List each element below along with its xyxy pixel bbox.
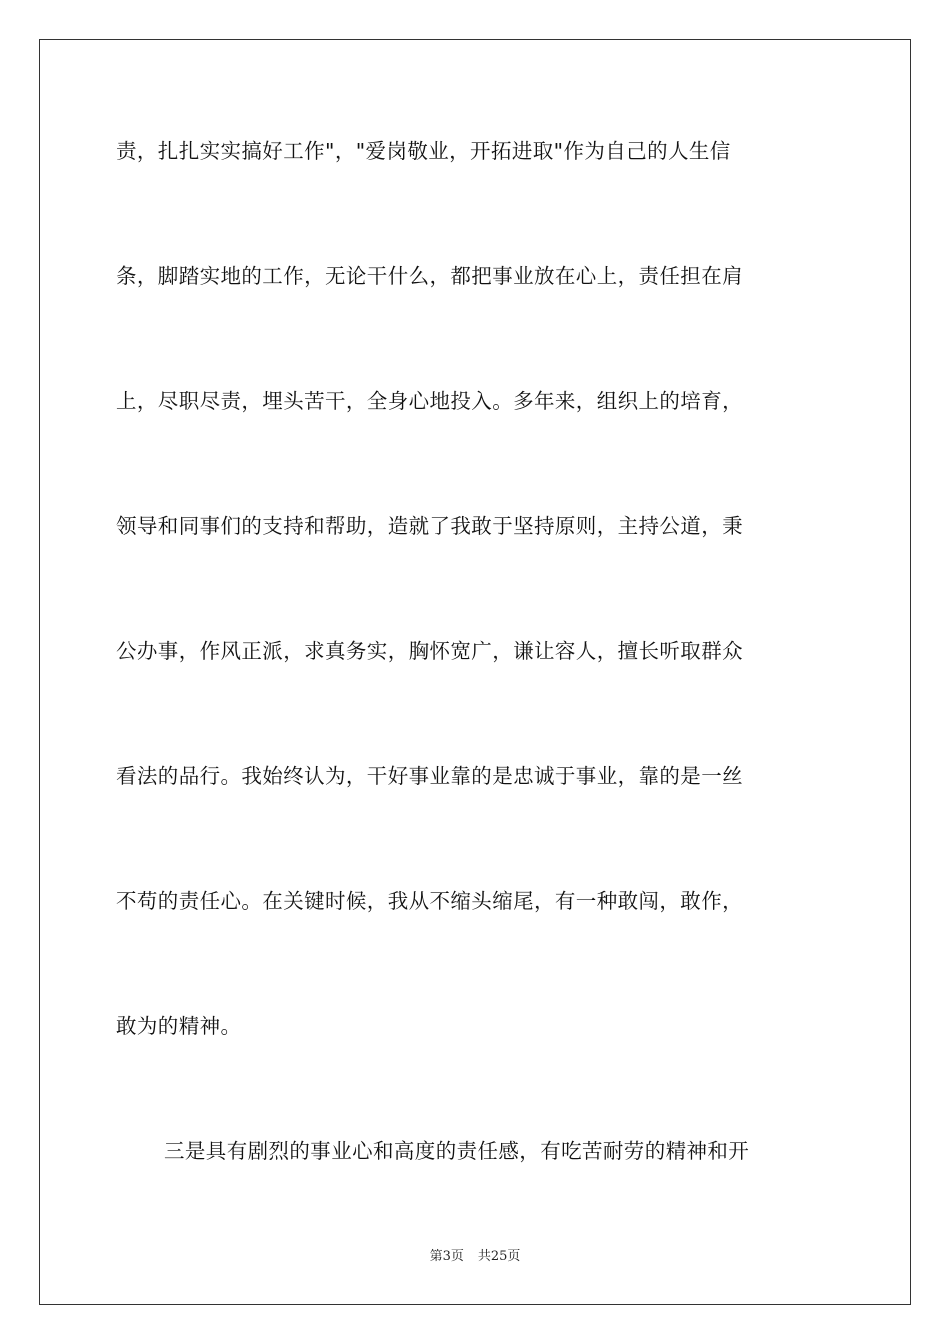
text-line: 责，扎扎实实搞好工作"，"爱岗敬业，开拓进取"作为自己的人生信 [116, 139, 731, 163]
page-footer [0, 1248, 950, 1266]
text-line: 不苟的责任心。在关键时候，我从不缩头缩尾，有一种敢闯，敢作， [116, 889, 743, 913]
page-total: 共25页 [477, 1249, 521, 1264]
text-line: 上，尽职尽责，埋头苦干，全身心地投入。多年来，组织上的培育， [116, 389, 743, 413]
text-line: 公办事，作风正派，求真务实，胸怀宽广，谦让容人，擅长听取群众 [116, 639, 743, 663]
text-line: 看法的品行。我始终认为，干好事业靠的是忠诚于事业，靠的是一丝 [116, 764, 743, 788]
text-line: 条，脚踏实地的工作，无论干什么，都把事业放在心上，责任担在肩 [116, 264, 743, 288]
page-number: 第3页 [429, 1249, 464, 1264]
text-line: 敢为的精神。 [116, 1014, 242, 1038]
page-frame [39, 39, 911, 1305]
text-line: 领导和同事们的支持和帮助，造就了我敢于坚持原则，主持公道，秉 [116, 514, 743, 538]
paragraph-start-line: 三是具有剧烈的事业心和高度的责任感，有吃苦耐劳的精神和开 [164, 1139, 750, 1163]
